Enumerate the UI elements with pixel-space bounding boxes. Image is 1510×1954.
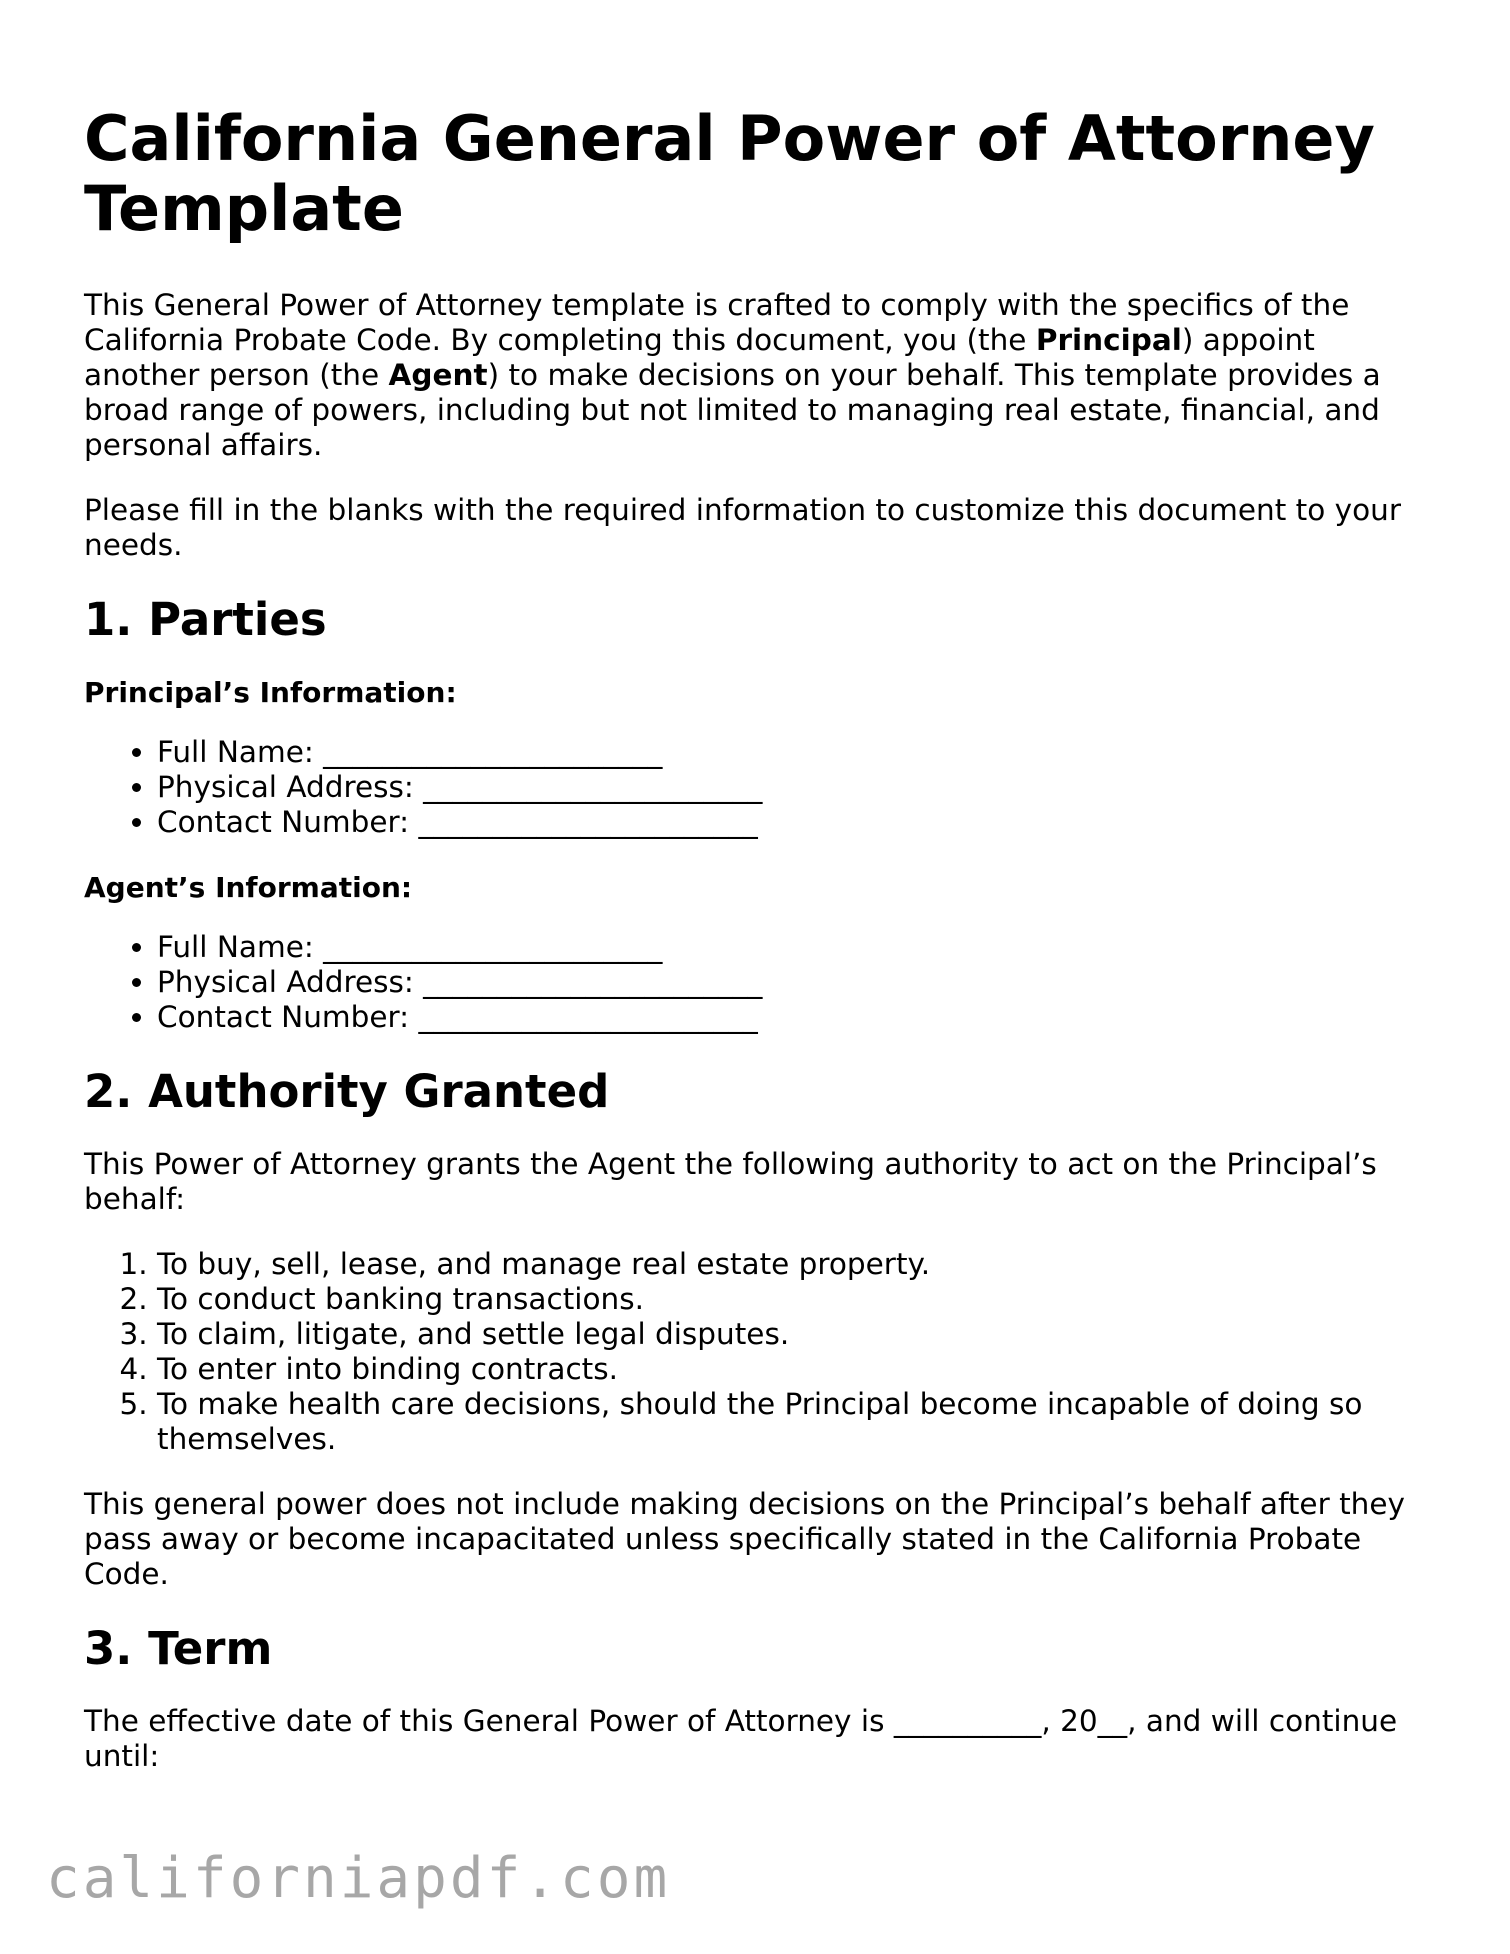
principal-full-name-field: • Full Name: _______________________ (157, 735, 1424, 770)
agent-info-heading: Agent’s Information: (84, 871, 413, 904)
section-term-heading: 3. Term (84, 1622, 273, 1675)
watermark: californiapdf.com (46, 1846, 671, 1911)
section-authority-heading: 2. Authority Granted (84, 1065, 610, 1118)
principal-contact-field: • Contact Number: _______________________ (157, 805, 1424, 840)
principal-address-field: • Physical Address: _______________________ (157, 770, 1424, 805)
authority-item: 4. To enter into binding contracts. (157, 1352, 1424, 1387)
agent-info-list (84, 930, 1424, 1035)
intro-text-c: ) to make decisions on your behalf. This template provides a broad range of powers, including but not limited to managing real estate, financial, and personal affairs. (84, 358, 1381, 462)
authority-intro: This Power of Attorney grants the Agent the following authority to act on the Principal’s behalf: (84, 1147, 1377, 1216)
document-title: California General Power of Attorney Template (84, 102, 1375, 245)
agent-full-name-field: • Full Name: _______________________ (157, 930, 1424, 965)
section-parties-heading: 1. Parties (84, 593, 327, 646)
authority-list (84, 1247, 1424, 1457)
agent-term: Agent (388, 358, 488, 392)
authority-note: This general power does not include making decisions on the Principal’s behalf after they pass away or become incapacitated unless specifically stated in the California Probate Code. (84, 1487, 1405, 1591)
document-page (84, 104, 1424, 1804)
term-text: The effective date of this General Power of Attorney is __________, 20__, and will continue until: (84, 1704, 1398, 1773)
authority-item: 2. To conduct banking transactions. (157, 1282, 1424, 1317)
intro-text-b: ) appoint another person (the (84, 323, 1315, 392)
intro-paragraph (84, 288, 1424, 463)
agent-contact-field: • Contact Number: _______________________ (157, 1000, 1424, 1035)
principal-term: Principal (1035, 323, 1182, 357)
intro-text-a: This General Power of Attorney template is crafted to comply with the specifics of the California Probate Code. By completing this document, you (the (84, 288, 1350, 357)
principal-info-heading: Principal’s Information: (84, 676, 457, 709)
authority-item: 5. To make health care decisions, should the Principal become incapable of doing so themselves. (157, 1387, 1424, 1457)
authority-item: 3. To claim, litigate, and settle legal disputes. (157, 1317, 1424, 1352)
agent-address-field: • Physical Address: _______________________ (157, 965, 1424, 1000)
instructions-paragraph: Please fill in the blanks with the required information to customize this document to your needs. (84, 493, 1401, 562)
principal-info-list (84, 735, 1424, 840)
authority-item: 1. To buy, sell, lease, and manage real estate property. (157, 1247, 1424, 1282)
